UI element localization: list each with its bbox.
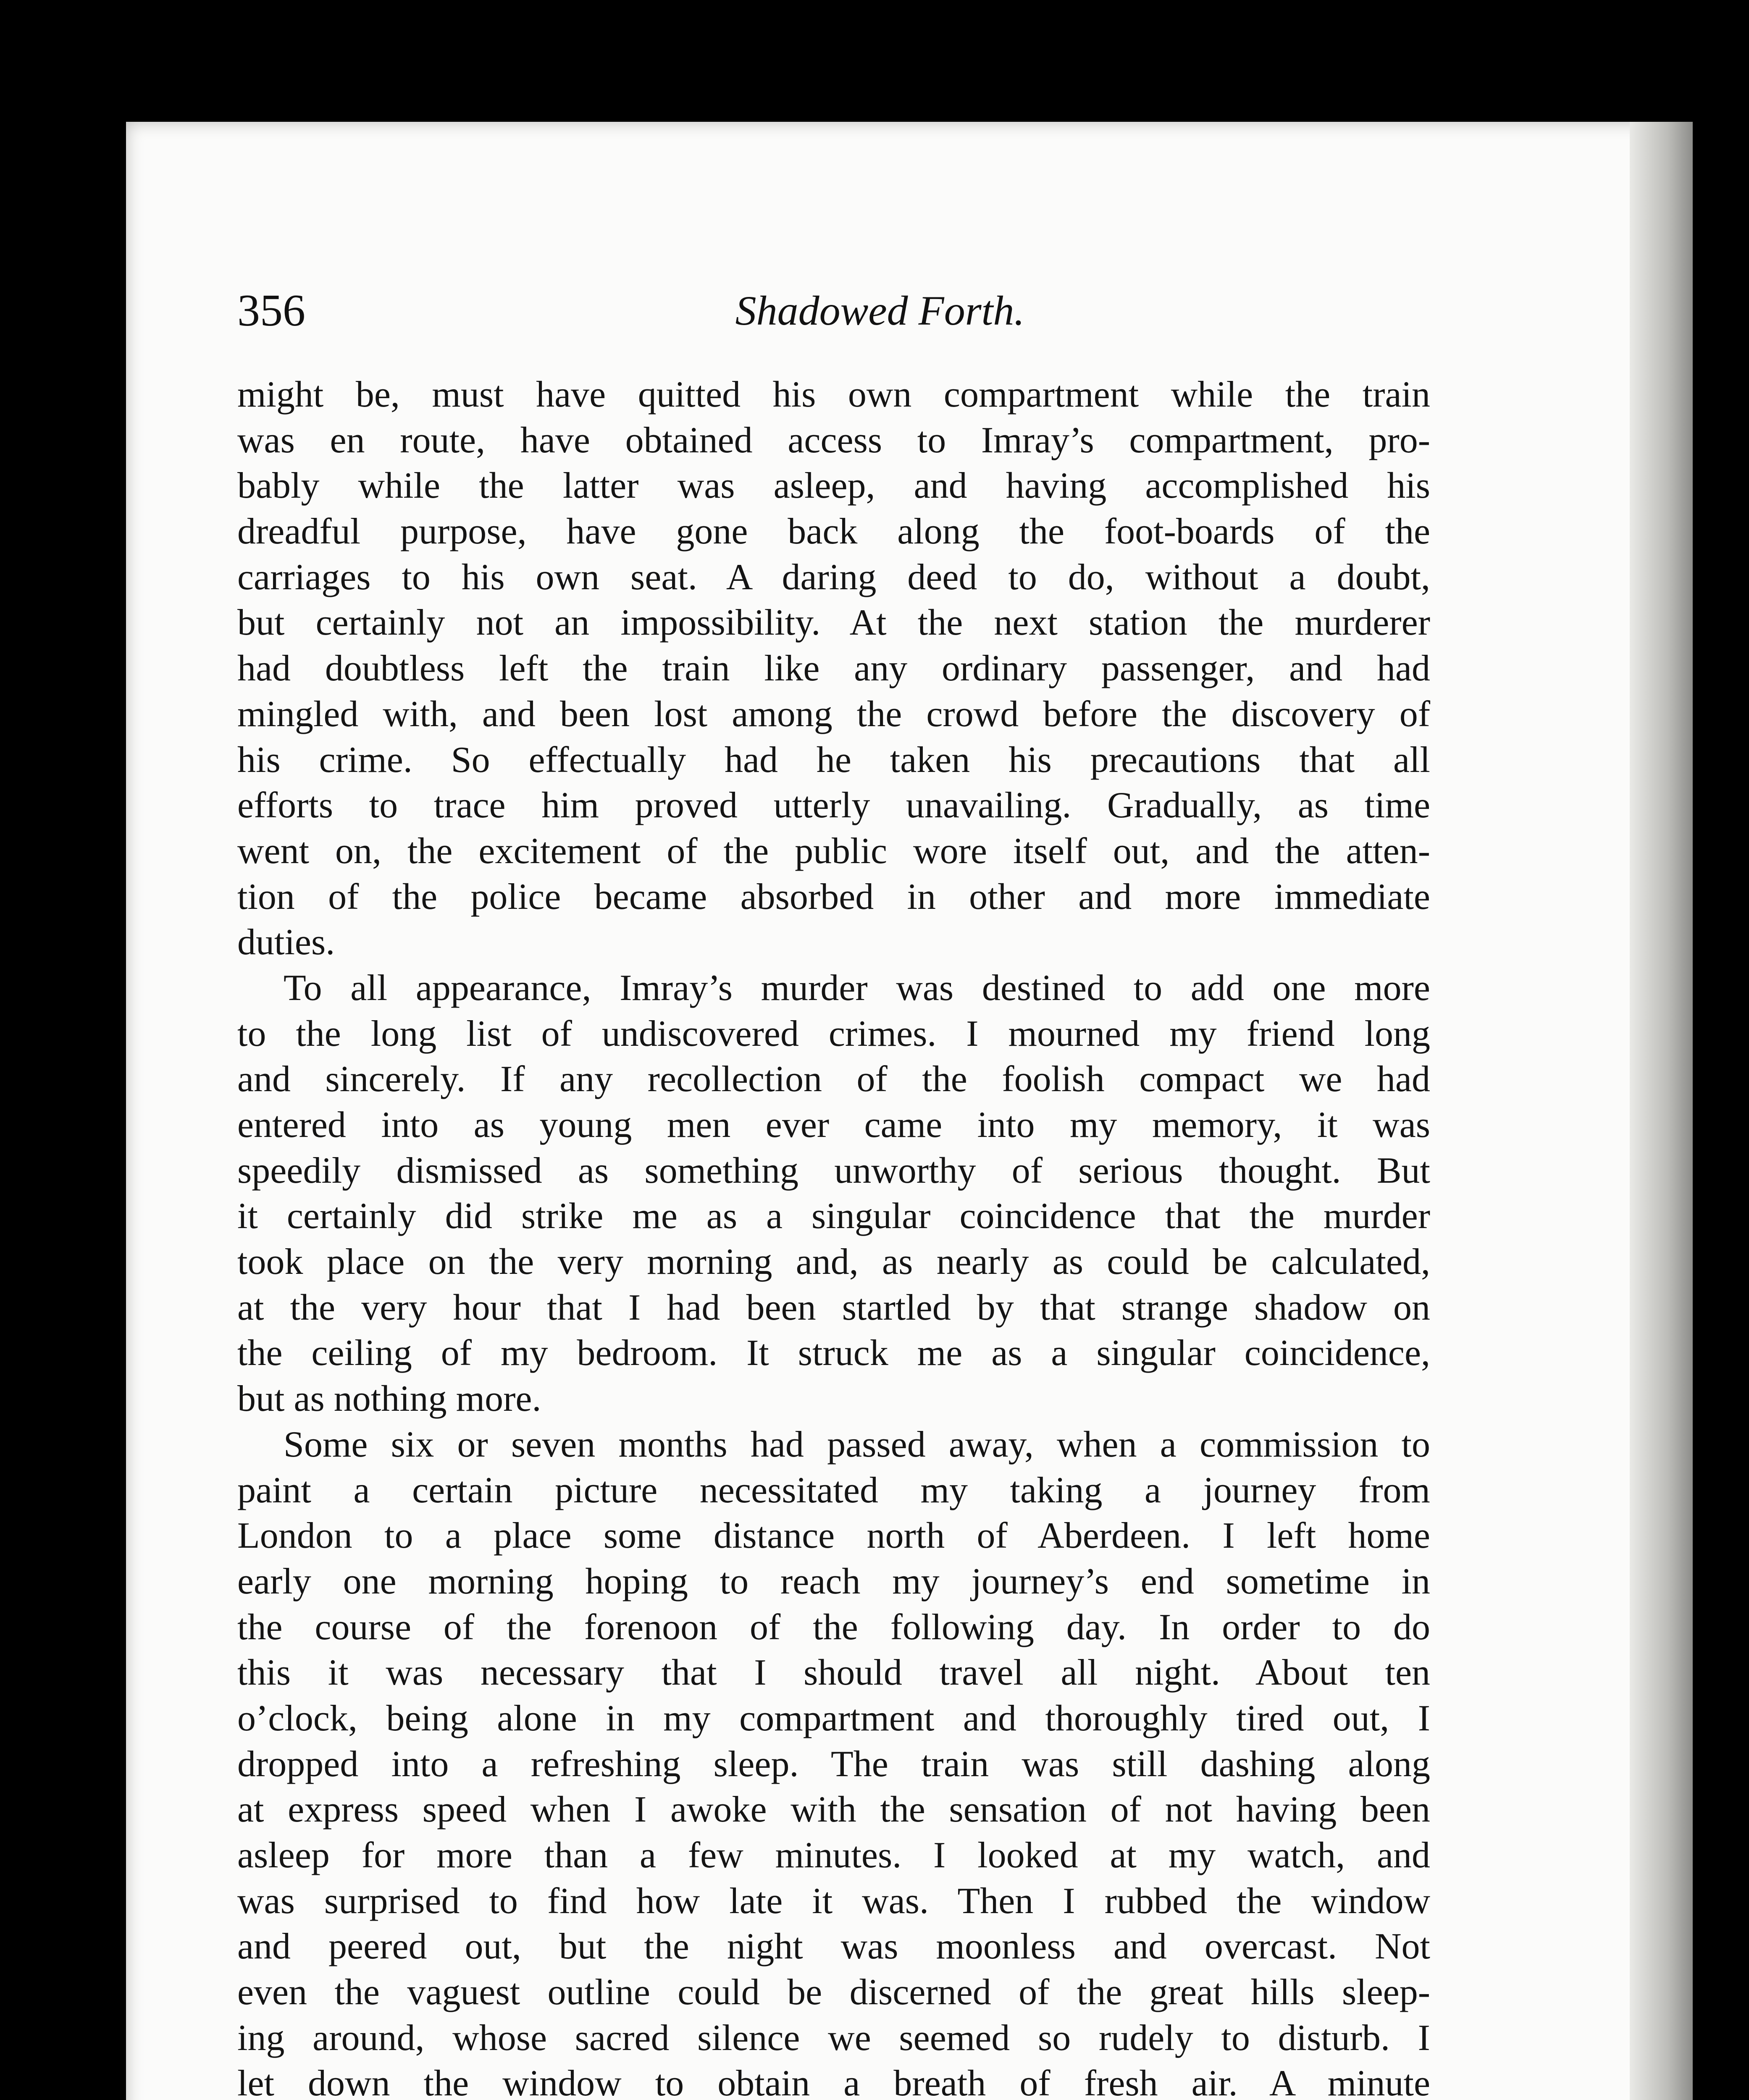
text-line: To all appearance, Imray’s murder was destined to add one more bbox=[284, 967, 1430, 1008]
text-line: but as nothing more. bbox=[237, 1378, 541, 1420]
text-line: it certainly did strike me as a singular coincidence that the murder bbox=[237, 1196, 1430, 1237]
text-line: ing around, whose sacred silence we seemed so rudely to disturb. I bbox=[237, 2017, 1430, 2058]
text-line: the ceiling of my bedroom. It struck me as a singular coincidence, bbox=[237, 1333, 1430, 1374]
text-line: mingled with, and been lost among the crowd before the discovery of bbox=[237, 693, 1430, 735]
text-line: his crime. So effectually had he taken his precautions that all bbox=[237, 739, 1430, 780]
text-line: dropped into a refreshing sleep. The train was still dashing along bbox=[237, 1743, 1430, 1785]
text-line: entered into as young men ever came into my memory, it was bbox=[237, 1105, 1430, 1145]
text-line: this it was necessary that I should travel all night. About ten bbox=[237, 1652, 1430, 1693]
text-line: was surprised to find how late it was. Then I rubbed the window bbox=[237, 1880, 1430, 1922]
text-line: bably while the latter was asleep, and having accomplished his bbox=[237, 465, 1430, 507]
text-line: asleep for more than a few minutes. I looked at my watch, and bbox=[237, 1835, 1430, 1876]
text-line: efforts to trace him proved utterly unavailing. Gradually, as time bbox=[237, 785, 1430, 826]
text-line: the course of the forenoon of the following day. In order to do bbox=[237, 1606, 1430, 1648]
text-line: even the vaguest outline could be discerned of the great hills sleep- bbox=[237, 1972, 1430, 2013]
text-line: went on, the excitement of the public wore itself out, and the atten- bbox=[237, 830, 1430, 872]
text-line: early one morning hoping to reach my journey’s end sometime in bbox=[237, 1561, 1430, 1602]
text-line: at express speed when I awoke with the sensation of not having been bbox=[237, 1789, 1430, 1830]
page-header bbox=[237, 281, 1430, 340]
text-line: speedily dismissed as something unworthy of serious thought. But bbox=[237, 1150, 1430, 1191]
text-line: was en route, have obtained access to Imray’s compartment, pro- bbox=[237, 420, 1430, 461]
text-line: paint a certain picture necessitated my taking a journey from bbox=[237, 1470, 1430, 1511]
text-line: and peered out, but the night was moonless and overcast. Not bbox=[237, 1926, 1430, 1967]
text-line: and sincerely. If any recollection of the foolish compact we had bbox=[237, 1059, 1430, 1100]
text-line: might be, must have quitted his own compartment while the train bbox=[237, 374, 1430, 415]
text-line: carriages to his own seat. A daring deed to do, without a doubt, bbox=[237, 556, 1430, 598]
running-head: Shadowed Forth. bbox=[735, 287, 1025, 334]
page-number: 356 bbox=[237, 286, 305, 336]
page-edge-shadow bbox=[1630, 122, 1693, 2100]
text-line: took place on the very morning and, as nearly as could be calculated, bbox=[237, 1242, 1430, 1283]
text-line: but certainly not an impossibility. At the next station the murderer bbox=[237, 602, 1430, 643]
text-line: at the very hour that I had been startled by that strange shadow on bbox=[237, 1287, 1430, 1328]
text-line: dreadful purpose, have gone back along the foot-boards of the bbox=[237, 511, 1430, 552]
text-line: Some six or seven months had passed away, when a commission to bbox=[284, 1424, 1430, 1465]
text-line: to the long list of undiscovered crimes. I mourned my friend long bbox=[237, 1013, 1430, 1054]
text-line: tion of the police became absorbed in other and more immediate bbox=[237, 876, 1430, 917]
body-text bbox=[237, 372, 1430, 2100]
text-line: let down the window to obtain a breath of fresh air. A minute bbox=[237, 2063, 1430, 2100]
text-line: London to a place some distance north of Aberdeen. I left home bbox=[237, 1515, 1430, 1557]
text-line: duties. bbox=[237, 922, 335, 963]
text-line: o’clock, being alone in my compartment and thoroughly tired out, I bbox=[237, 1698, 1430, 1739]
text-line: had doubtless left the train like any ordinary passenger, and had bbox=[237, 648, 1430, 689]
